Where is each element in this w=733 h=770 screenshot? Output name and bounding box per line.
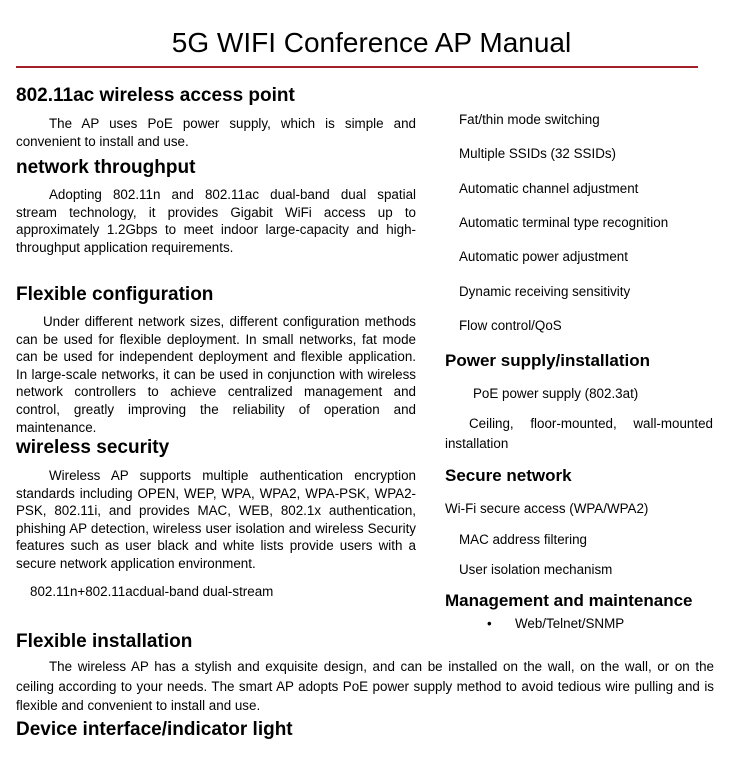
throughput-text: Adopting 802.11n and 802.11ac dual-band dual spatial stream technology, it provides Gigabit WiFi access up to approximately 1.2Gbps to meet indoor large-capacity and high-throughput application requirements. [16,187,416,255]
management-item: Web/Telnet/SNMP [515,616,625,631]
heading-access-point: 802.11ac wireless access point [16,85,295,106]
feature-item: Flow control/QoS [459,318,562,333]
page-title: 5G WIFI Conference AP Manual [171,27,572,58]
heading-power: Power supply/installation [445,351,650,370]
installation-text: The wireless AP has a stylish and exquisite design, and can be installed on the wall, on the wall, or on the ceiling according to your needs. The smart AP adopts PoE power supply method to avoid tedious wire pulling and is flexible and convenient to install and use. [16,659,714,714]
dual-band-text: 802.11n+802.11acdual-band dual-stream [30,584,274,599]
feature-item: Automatic terminal type recognition [459,215,669,230]
heading-throughput: network throughput [16,157,196,178]
feature-item: Dynamic receiving sensitivity [459,284,631,299]
poe-text: PoE power supply (802.3at) [473,386,639,401]
configuration-text: Under different network sizes, different configuration methods can be used for flexible deployment. In small networks, fat mode can be used for independent deployment and flexible application. In large-scale networks, it can be used in conjunction with wireless network controllers to achieve centralized management and control, greatly improving the reliability of operation and maintenance. [16,314,416,435]
feature-item: Multiple SSIDs (32 SSIDs) [459,146,617,161]
feature-item: Fat/thin mode switching [459,112,600,127]
heading-device: Device interface/indicator light [16,719,293,740]
feature-item: Automatic channel adjustment [459,181,639,196]
access-point-text: The AP uses PoE power supply, which is simple and convenient to install and use. [16,116,416,149]
secure-item: Wi-Fi secure access (WPA/WPA2) [445,501,649,516]
heading-installation: Flexible installation [16,631,193,652]
heading-security: wireless security [16,437,170,458]
heading-configuration: Flexible configuration [16,284,214,305]
title-divider [16,66,698,68]
secure-item: User isolation mechanism [459,562,613,577]
heading-management: Management and maintenance [445,591,693,610]
security-text: Wireless AP supports multiple authentication encryption standards including OPEN, WEP, WPA, WPA2, WPA-PSK, WPA2-PSK, 802.11i, and provides MAC, WEB, 802.1x authentication, phishing AP detection, wireless user isolation and wireless Security features such as user black and white lists provide users with a secure network application environment. [16,468,416,571]
secure-item: MAC address filtering [459,532,588,547]
bullet-icon: • [487,616,492,631]
heading-secure-network: Secure network [445,466,572,485]
mounting-text: Ceiling, floor-mounted, wall-mounted installation [445,416,713,451]
feature-item: Automatic power adjustment [459,249,628,264]
